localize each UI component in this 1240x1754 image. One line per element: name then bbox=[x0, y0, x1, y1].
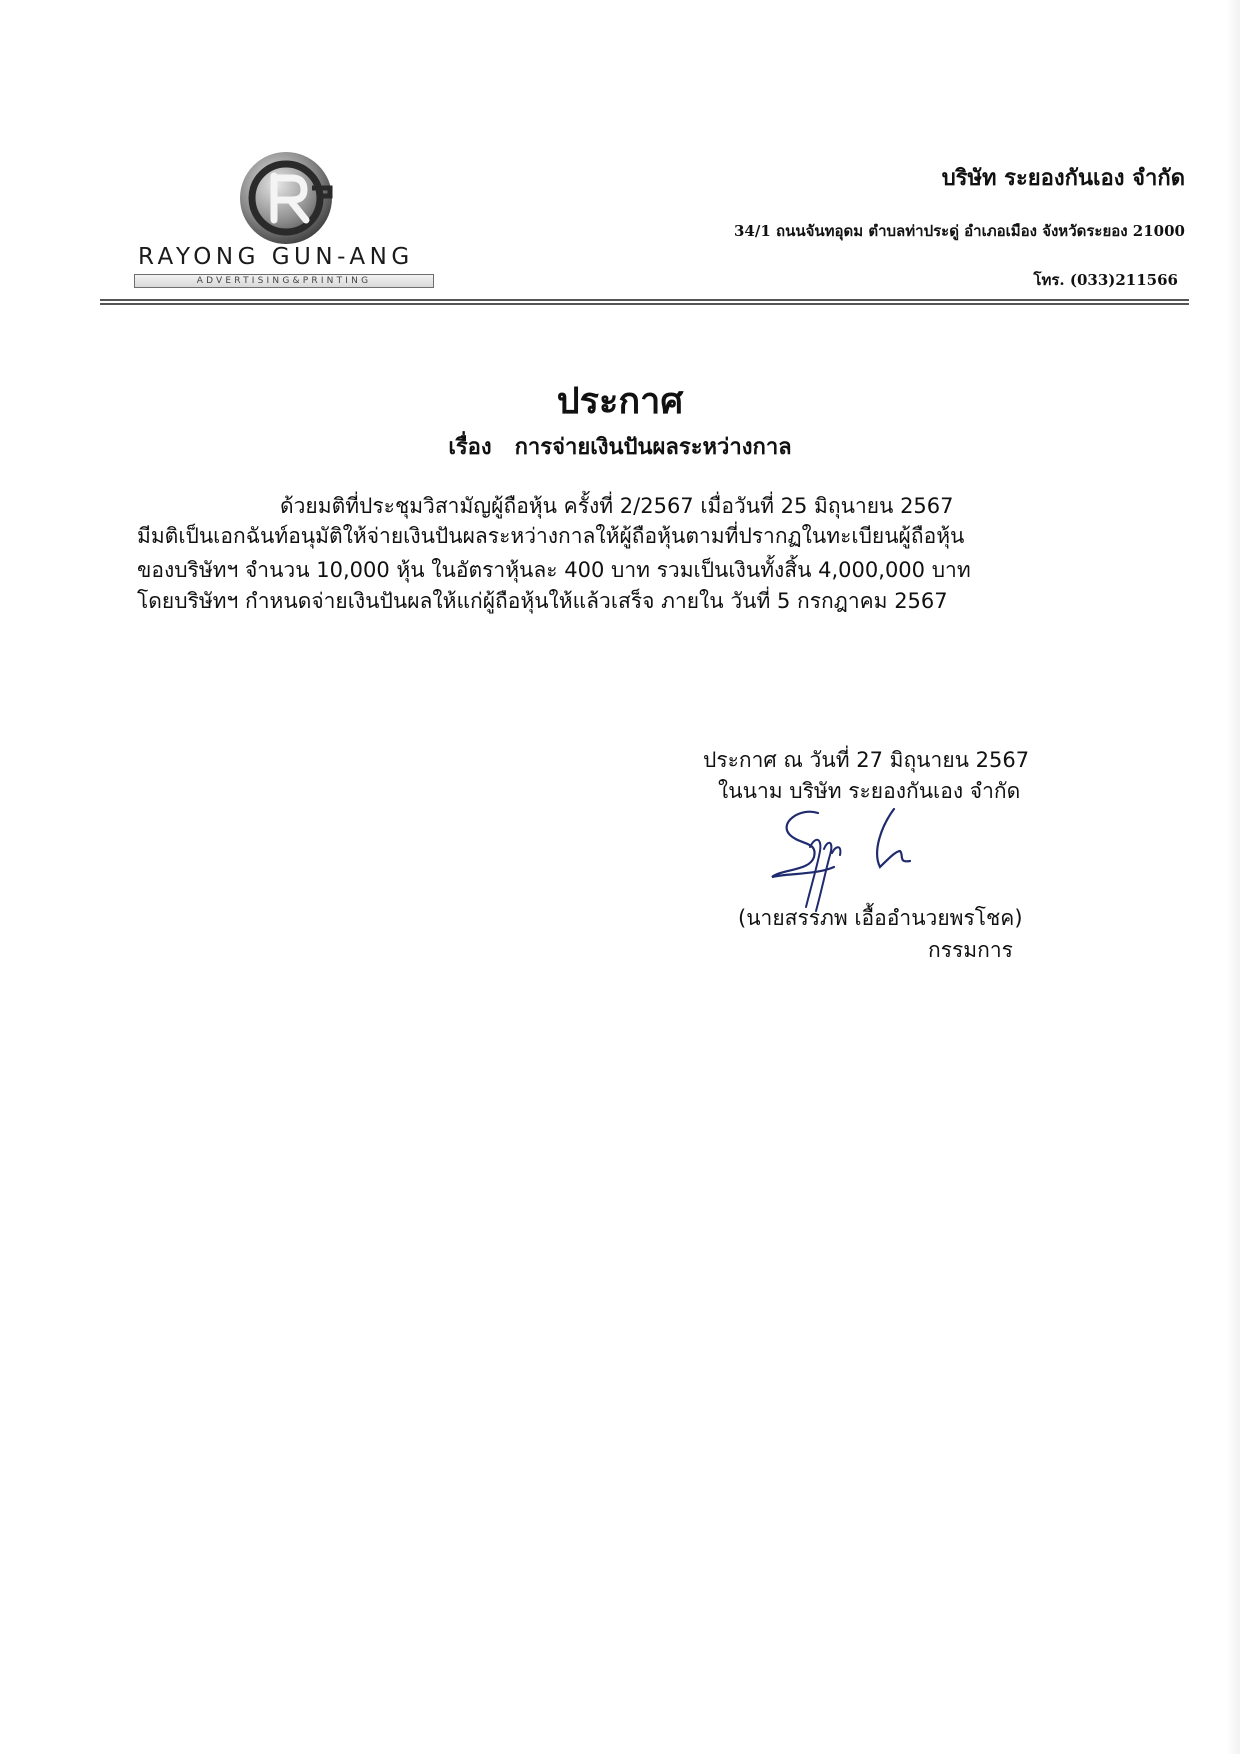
body-line-3: ของบริษัทฯ จำนวน 10,000 หุ้น ในอัตราหุ้นละ 400 บาท รวมเป็นเงินทั้งสิ้น 4,000,000 บาท bbox=[137, 558, 971, 582]
company-logo bbox=[134, 148, 439, 293]
logo-name: RAYONG GUN-ANG bbox=[138, 244, 414, 270]
signer-title: กรรมการ bbox=[928, 938, 1013, 962]
company-address: 34/1 ถนนจันทอุดม ตำบลท่าประดู่ อำเภอเมือง จังหวัดระยอง 21000 bbox=[733, 222, 1185, 240]
document-title: ประกาศ bbox=[556, 381, 684, 422]
signer-name: (นายสรรภพ เอื้ออำนวยพรโชค) bbox=[738, 906, 1023, 930]
document-subject: เรื่อง การจ่ายเงินปันผลระหว่างกาล bbox=[448, 435, 792, 460]
handwritten-signature bbox=[770, 805, 950, 915]
body-line-1: ด้วยมติที่ประชุมวิสามัญผู้ถือหุ้น ครั้งที่ 2/2567 เมื่อวันที่ 25 มิถุนายน 2567 bbox=[280, 494, 954, 518]
body-line-2: มีมติเป็นเอกฉันท์อนุมัติให้จ่ายเงินปันผลระหว่างกาลให้ผู้ถือหุ้นตามที่ปรากฏในทะเบียนผู้ถือหุ้น bbox=[137, 524, 965, 548]
announcement-date: ประกาศ ณ วันที่ 27 มิถุนายน 2567 bbox=[703, 748, 1030, 772]
page-edge-shadow bbox=[1226, 0, 1240, 1754]
body-line-4: โดยบริษัทฯ กำหนดจ่ายเงินปันผลให้แก่ผู้ถือหุ้นให้แล้วเสร็จ ภายใน วันที่ 5 กรกฎาคม 2567 bbox=[137, 589, 948, 613]
company-name: บริษัท ระยองกันเอง จำกัด bbox=[941, 165, 1185, 191]
on-behalf-of: ในนาม บริษัท ระยองกันเอง จำกัด bbox=[718, 779, 1021, 803]
logo-emblem-icon bbox=[234, 148, 344, 248]
header-divider bbox=[100, 299, 1189, 305]
company-phone: โทร. (033)211566 bbox=[1033, 271, 1178, 289]
logo-tagline: ADVERTISING&PRINTING bbox=[134, 274, 434, 288]
